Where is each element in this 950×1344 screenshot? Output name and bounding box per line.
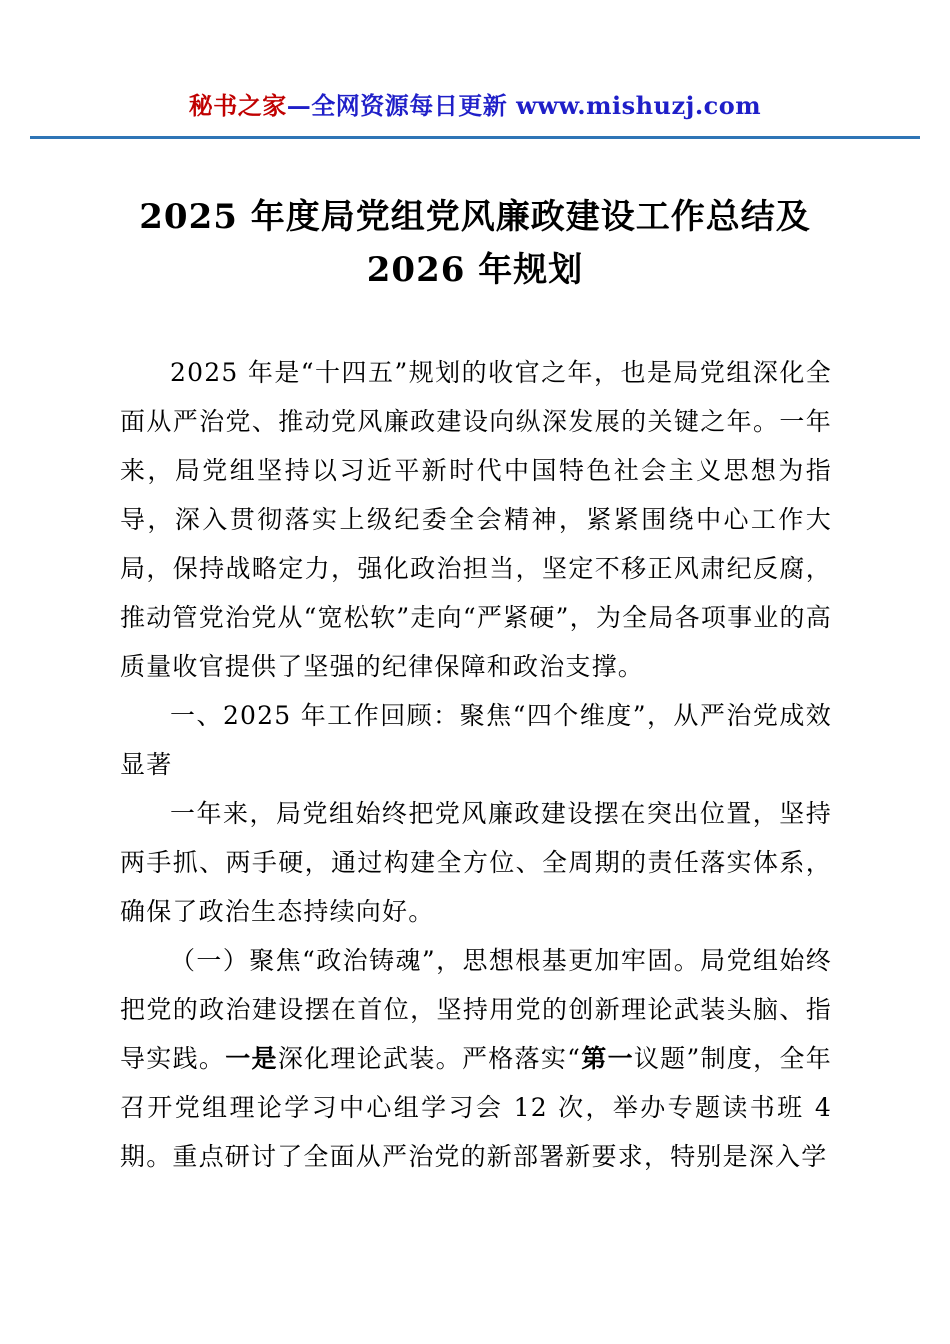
brand-name: 秘书之家	[188, 91, 287, 120]
paragraph	[120, 936, 832, 1181]
document-title-line2: 2026 年规划	[366, 249, 584, 290]
text-run: 一年来，局党组始终把党风廉政建设摆在突出位置，坚持两手抓、两手硬，通过构建全方位、全周期的责任落实体系，确保了政治生态持续向好。	[120, 799, 832, 927]
text-run: 2025 年是“十四五”规划的收官之年，也是局党组深化全面从严治党、推动党风廉政建设向纵深发展的关键之年。一年来，局党组坚持以习近平新时代中国特色社会主义思想为指导，深入贯彻落实上级纪委全会精神，紧紧围绕中心工作大局，保持战略定力，强化政治担当，坚定不移正风肃纪反腐，推动管党治党从“宽松软”走向“严紧硬”，为全局各项事业的高质量收官提供了坚强的纪律保障和政治支撑。	[120, 358, 832, 682]
text-run: 深化理论武装。严格落实“	[277, 1044, 582, 1074]
text-run: 第一	[581, 1044, 634, 1074]
paragraph	[120, 789, 832, 936]
site-header	[0, 0, 950, 121]
document-title-line1: 2025 年度局党组党风廉政建设工作总结及	[139, 197, 811, 237]
text-run: 议题”制度，全年召开党组理论学习中心组学习会 12 次，举办专题读书班 4 期。重点研讨了全面从严治党的新部署新要求，特别是深入学	[120, 1044, 832, 1172]
paragraph	[120, 348, 832, 691]
header-url-link[interactable]: www.mishuzj.com	[516, 91, 762, 120]
paragraph	[120, 691, 832, 789]
header-divider	[30, 136, 920, 139]
text-run: 一、2025 年工作回顾：聚焦“四个维度”，从严治党成效显著	[120, 701, 832, 780]
document-body	[120, 348, 832, 1181]
text-run: 一是	[225, 1044, 278, 1074]
document-title	[110, 191, 840, 296]
header-tagline: —全网资源每日更新	[286, 91, 517, 120]
text-run: （一）聚焦“政治铸魂”，思想根基更加牢固。局党组始终把党的政治建设摆在首位，坚持用党的创新理论武装头脑、指导实践。	[120, 946, 832, 1074]
